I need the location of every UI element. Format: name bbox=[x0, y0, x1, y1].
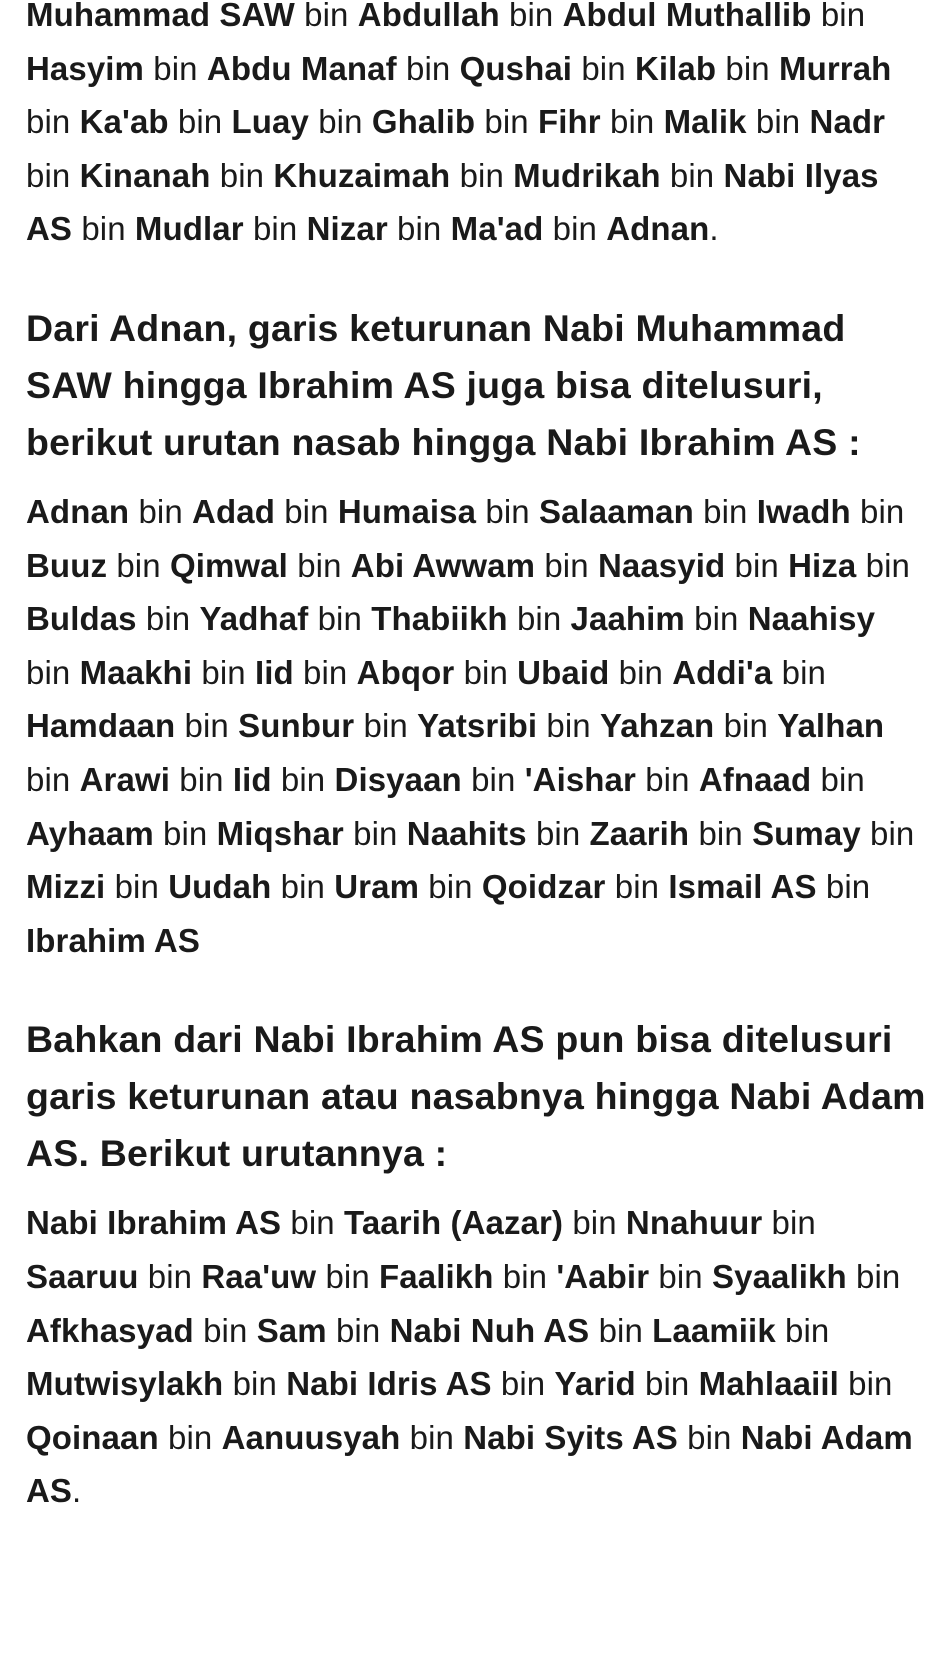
name-token: Ma'ad bbox=[450, 210, 544, 248]
connector-token: bin bbox=[811, 760, 865, 798]
connector-token: bin bbox=[714, 707, 778, 745]
name-token: Nabi Idris AS bbox=[286, 1365, 492, 1403]
connector-token: bin bbox=[572, 49, 635, 87]
name-token: Nnahuur bbox=[625, 1204, 763, 1242]
connector-token: bin bbox=[816, 868, 871, 906]
connector-token: bin bbox=[846, 1257, 901, 1295]
connector-token: bin bbox=[193, 1311, 257, 1349]
connector-token: bin bbox=[243, 210, 307, 248]
name-token: Ismail AS bbox=[668, 868, 817, 906]
connector-token: bin bbox=[677, 1418, 741, 1456]
nasab-paragraph-adnan-to-ibrahim bbox=[26, 485, 926, 967]
name-token: Mudlar bbox=[134, 210, 244, 248]
name-token: Mutwisylakh bbox=[26, 1365, 224, 1403]
name-token: Yatsribi bbox=[417, 707, 538, 745]
name-token: Sam bbox=[256, 1311, 327, 1349]
name-token: Abdu Manaf bbox=[206, 49, 397, 87]
connector-token: bin bbox=[354, 707, 418, 745]
name-token: Fihr bbox=[537, 103, 601, 141]
name-token: Faalikh bbox=[379, 1257, 494, 1295]
connector-token: bin bbox=[746, 103, 810, 141]
connector-token: bin bbox=[316, 1257, 380, 1295]
name-token: Yahzan bbox=[600, 707, 715, 745]
name-token: Yalhan bbox=[777, 707, 885, 745]
connector-token: bin bbox=[293, 653, 357, 691]
name-token: Syaalikh bbox=[712, 1257, 847, 1295]
name-token: Ayhaam bbox=[26, 814, 154, 852]
nasab-paragraph-ibrahim-to-adam bbox=[26, 1196, 926, 1518]
name-token: Aanuusyah bbox=[221, 1418, 401, 1456]
connector-token: bin bbox=[308, 103, 372, 141]
name-token: Abi Awwam bbox=[350, 546, 536, 584]
connector-token: bin bbox=[419, 868, 482, 906]
name-token: Afnaad bbox=[698, 760, 812, 798]
name-token: Sunbur bbox=[238, 707, 355, 745]
name-token: Naahisy bbox=[747, 600, 876, 638]
connector-token: bin bbox=[287, 546, 351, 584]
name-token: 'Aabir bbox=[556, 1257, 650, 1295]
connector-token: bin bbox=[450, 156, 514, 194]
name-token: Muhammad SAW bbox=[26, 0, 295, 33]
connector-token: bin bbox=[605, 868, 669, 906]
connector-token: bin bbox=[138, 1257, 202, 1295]
connector-token: bin bbox=[535, 546, 598, 584]
connector-token: bin bbox=[107, 546, 170, 584]
section-heading-ibrahim-to-adam: Bahkan dari Nabi Ibrahim AS pun bisa ditelusuri garis keturunan atau nasabnya hingga Nabi Adam AS. Berikut urutannya : bbox=[26, 1018, 926, 1175]
name-token: Uudah bbox=[168, 868, 272, 906]
name-token: Kilab bbox=[634, 49, 717, 87]
name-token: Adad bbox=[192, 492, 275, 530]
connector-token: bin bbox=[589, 1311, 653, 1349]
connector-token: bin bbox=[609, 653, 673, 691]
connector-token: bin bbox=[775, 1311, 830, 1349]
name-token: Qoidzar bbox=[481, 868, 606, 906]
name-token: Salaaman bbox=[538, 492, 694, 530]
name-token: Yadhaf bbox=[199, 600, 309, 638]
connector-token: bin bbox=[281, 1204, 345, 1242]
connector-token: bin bbox=[537, 707, 600, 745]
connector-token: bin bbox=[343, 814, 407, 852]
name-token: Afkhasyad bbox=[26, 1311, 194, 1349]
name-token: Addi'a bbox=[672, 653, 773, 691]
connector-token: bin bbox=[26, 760, 80, 798]
connector-token: bin bbox=[26, 103, 80, 141]
connector-token: bin bbox=[153, 814, 217, 852]
connector-token: bin bbox=[725, 546, 789, 584]
connector-token: . bbox=[72, 1472, 82, 1510]
name-token: Jaahim bbox=[570, 600, 685, 638]
name-token: Abdullah bbox=[357, 0, 500, 33]
name-token: Adnan bbox=[26, 492, 130, 530]
connector-token: bin bbox=[507, 600, 571, 638]
connector-token: bin bbox=[491, 1365, 555, 1403]
connector-token: bin bbox=[210, 156, 274, 194]
connector-token: bin bbox=[274, 492, 338, 530]
connector-token: bin bbox=[136, 600, 200, 638]
name-token: Laamiik bbox=[652, 1311, 776, 1349]
name-token: Mizzi bbox=[26, 868, 106, 906]
connector-token: bin bbox=[400, 1418, 464, 1456]
name-token: Arawi bbox=[79, 760, 170, 798]
connector-token: bin bbox=[129, 492, 193, 530]
connector-token: bin bbox=[693, 492, 757, 530]
connector-token: bin bbox=[476, 492, 539, 530]
name-token: Qimwal bbox=[169, 546, 288, 584]
name-token: Naasyid bbox=[597, 546, 726, 584]
name-token: Ghalib bbox=[371, 103, 476, 141]
connector-token: bin bbox=[223, 1365, 287, 1403]
connector-token: bin bbox=[271, 868, 335, 906]
name-token: Iid bbox=[232, 760, 272, 798]
name-token: Nabi Syits AS bbox=[463, 1418, 678, 1456]
name-token: Naahits bbox=[406, 814, 527, 852]
name-token: Humaisa bbox=[337, 492, 477, 530]
connector-token: bin bbox=[308, 600, 372, 638]
connector-token: bin bbox=[762, 1204, 816, 1242]
name-token: Abqor bbox=[356, 653, 455, 691]
name-token: Ibrahim AS bbox=[26, 921, 200, 959]
name-token: Ubaid bbox=[517, 653, 610, 691]
name-token: 'Aishar bbox=[524, 760, 636, 798]
name-token: Qushai bbox=[459, 49, 573, 87]
name-token: Adnan bbox=[606, 210, 710, 248]
name-token: Nabi Adam AS bbox=[26, 1418, 913, 1510]
connector-token: bin bbox=[72, 210, 135, 248]
connector-token: bin bbox=[144, 49, 207, 87]
name-token: Ka'ab bbox=[79, 103, 169, 141]
name-token: Malik bbox=[663, 103, 747, 141]
name-token: Iid bbox=[254, 653, 294, 691]
connector-token: bin bbox=[169, 760, 233, 798]
connector-token: bin bbox=[461, 760, 525, 798]
connector-token: bin bbox=[387, 210, 451, 248]
name-token: Hasyim bbox=[26, 49, 145, 87]
name-token: Taarih (Aazar) bbox=[344, 1204, 564, 1242]
connector-token: bin bbox=[772, 653, 826, 691]
article-body bbox=[26, 0, 926, 1518]
name-token: Khuzaimah bbox=[273, 156, 451, 194]
connector-token: bin bbox=[850, 492, 905, 530]
connector-token: bin bbox=[105, 868, 169, 906]
name-token: Abdul Muthallib bbox=[562, 0, 812, 33]
connector-token: bin bbox=[499, 0, 563, 33]
connector-token: bin bbox=[856, 546, 910, 584]
connector-token: bin bbox=[192, 653, 255, 691]
name-token: Qoinaan bbox=[26, 1418, 159, 1456]
name-token: Nabi Ilyas AS bbox=[26, 156, 879, 248]
name-token: Nabi Ibrahim AS bbox=[26, 1204, 282, 1242]
connector-token: bin bbox=[635, 760, 699, 798]
section-heading-adnan-to-ibrahim: Dari Adnan, garis keturunan Nabi Muhammad SAW hingga Ibrahim AS juga bisa ditelusuri, berikut urutan nasab hingga Nabi Ibrahim AS : bbox=[26, 306, 861, 463]
connector-token: bin bbox=[493, 1257, 557, 1295]
connector-token: bin bbox=[168, 103, 232, 141]
connector-token: bin bbox=[649, 1257, 713, 1295]
name-token: Hiza bbox=[788, 546, 857, 584]
name-token: Buldas bbox=[26, 600, 137, 638]
name-token: Nabi Nuh AS bbox=[389, 1311, 590, 1349]
name-token: Thabiikh bbox=[371, 600, 508, 638]
connector-token: bin bbox=[326, 1311, 390, 1349]
name-token: Disyaan bbox=[334, 760, 462, 798]
connector-token: bin bbox=[526, 814, 590, 852]
connector-token: . bbox=[709, 210, 719, 248]
connector-token: bin bbox=[271, 760, 335, 798]
name-token: Zaarih bbox=[589, 814, 690, 852]
connector-token: bin bbox=[454, 653, 518, 691]
name-token: Saaruu bbox=[26, 1257, 139, 1295]
name-token: Yarid bbox=[554, 1365, 636, 1403]
connector-token: bin bbox=[689, 814, 753, 852]
connector-token: bin bbox=[860, 814, 915, 852]
name-token: Raa'uw bbox=[201, 1257, 317, 1295]
connector-token: bin bbox=[684, 600, 748, 638]
name-token: Maakhi bbox=[79, 653, 193, 691]
connector-token: bin bbox=[838, 1365, 893, 1403]
name-token: Luay bbox=[231, 103, 309, 141]
name-token: Uram bbox=[334, 868, 420, 906]
name-token: Murrah bbox=[779, 49, 892, 87]
connector-token: bin bbox=[26, 653, 80, 691]
name-token: Nadr bbox=[809, 103, 886, 141]
name-token: Buuz bbox=[26, 546, 108, 584]
nasab-paragraph-muhammad-to-adnan bbox=[26, 0, 926, 256]
connector-token: bin bbox=[175, 707, 239, 745]
name-token: Mahlaaiil bbox=[698, 1365, 839, 1403]
connector-token: bin bbox=[158, 1418, 222, 1456]
connector-token: bin bbox=[811, 0, 866, 33]
name-token: Nizar bbox=[306, 210, 388, 248]
name-token: Mudrikah bbox=[513, 156, 661, 194]
connector-token: bin bbox=[563, 1204, 626, 1242]
connector-token: bin bbox=[660, 156, 724, 194]
connector-token: bin bbox=[635, 1365, 699, 1403]
connector-token: bin bbox=[475, 103, 538, 141]
connector-token: bin bbox=[294, 0, 358, 33]
name-token: Iwadh bbox=[756, 492, 851, 530]
name-token: Miqshar bbox=[216, 814, 344, 852]
name-token: Kinanah bbox=[79, 156, 211, 194]
connector-token: bin bbox=[396, 49, 460, 87]
connector-token: bin bbox=[26, 156, 80, 194]
connector-token: bin bbox=[600, 103, 664, 141]
connector-token: bin bbox=[543, 210, 607, 248]
name-token: Hamdaan bbox=[26, 707, 176, 745]
connector-token: bin bbox=[716, 49, 779, 87]
name-token: Sumay bbox=[752, 814, 861, 852]
